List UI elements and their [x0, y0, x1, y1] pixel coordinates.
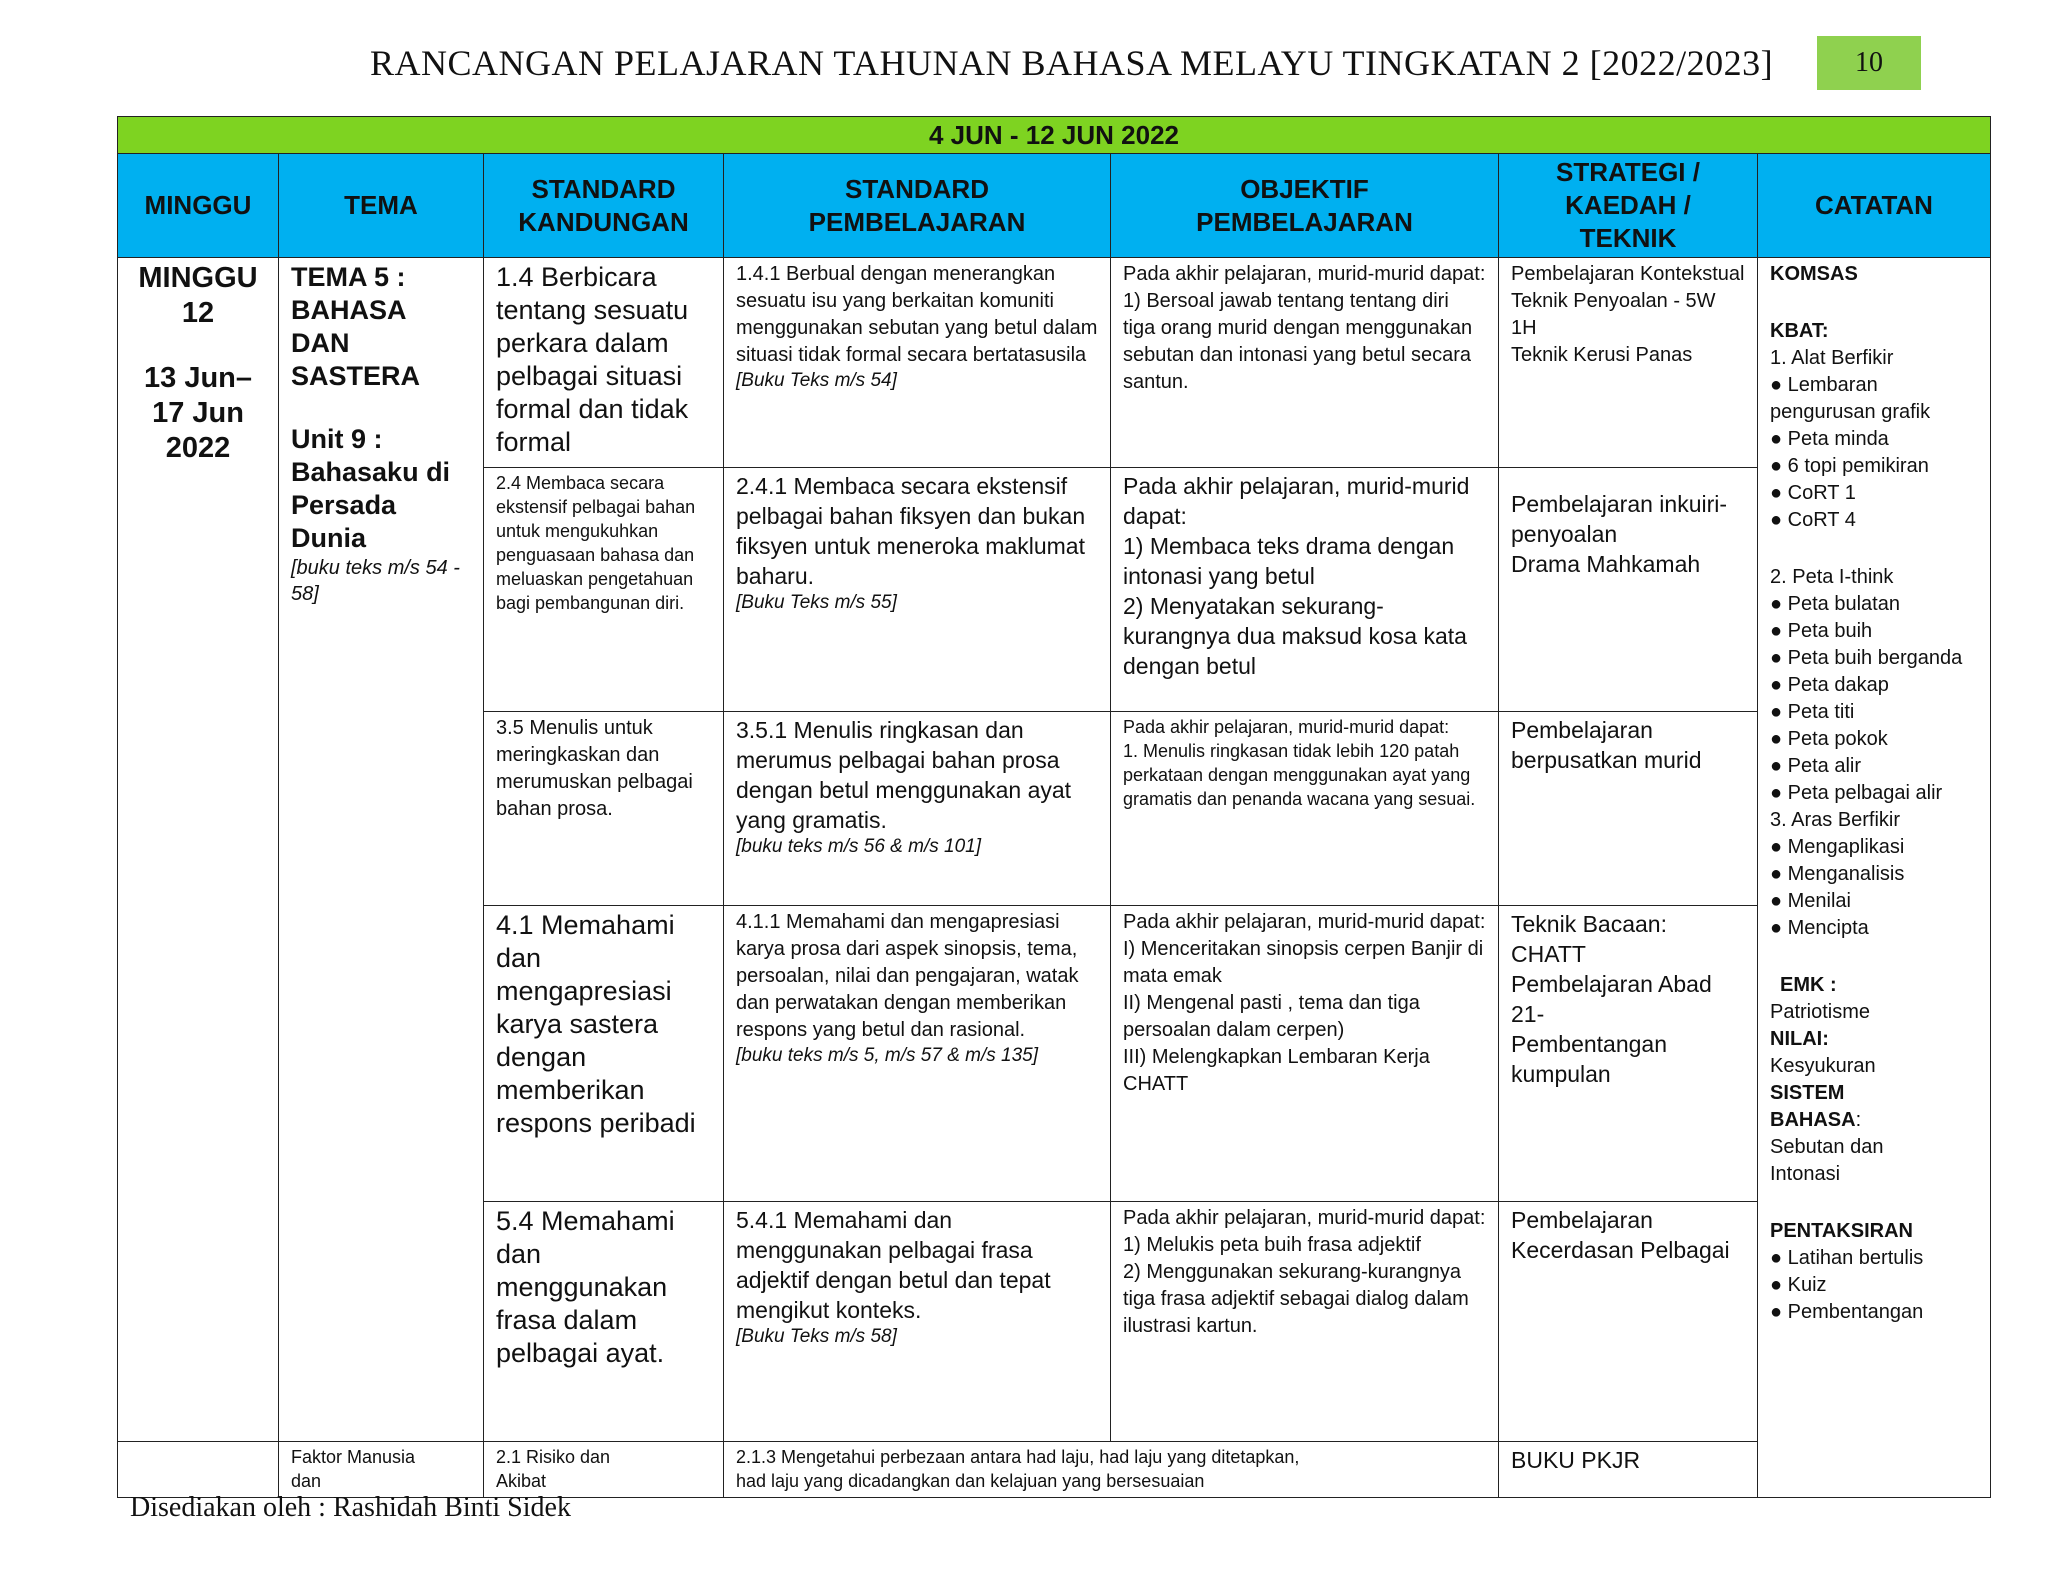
tema-line: BAHASA	[291, 295, 407, 325]
lesson-plan-table	[117, 116, 1991, 1498]
op-line: Pada akhir pelajaran, murid-murid dapat:	[1123, 263, 1486, 285]
page-title: RANCANGAN PELAJARAN TAHUNAN BAHASA MELAYU TINGKATAN 2 [2022/2023]	[370, 43, 1774, 83]
minggu-cell	[118, 258, 279, 1442]
tema-line: TEMA 5 :	[291, 262, 406, 292]
objektif-cell	[1111, 906, 1499, 1202]
tema-line: SASTERA	[291, 361, 421, 391]
col-header-standard-kandungan	[484, 154, 724, 258]
catatan-sb-colon: :	[1855, 1109, 1862, 1131]
sg-line: Drama Mahkamah	[1511, 551, 1701, 577]
standard-kandungan-cell: 5.4 Memahami dan menggunakan frasa dalam pelbagai ayat.	[484, 1202, 724, 1442]
catatan-sb: Sebutan dan	[1770, 1136, 1884, 1158]
tema-cell	[279, 258, 484, 1442]
objektif-cell	[1111, 468, 1499, 712]
strategi-cell	[1499, 906, 1758, 1202]
sg-line: Teknik Kerusi Panas	[1511, 344, 1693, 366]
catatan-item: ● Latihan bertulis	[1770, 1247, 1924, 1269]
empty-minggu-cell	[118, 1442, 279, 1498]
catatan-item: ● Peta bulatan	[1770, 593, 1900, 615]
op-line: 1) Membaca teks drama dengan intonasi yang betul	[1123, 533, 1455, 589]
objektif-cell	[1111, 1202, 1499, 1442]
op-line: Pada akhir pelajaran, murid-murid dapat:	[1123, 911, 1486, 933]
col-header-tema: TEMA	[279, 154, 484, 258]
catatan-item: ● Peta minda	[1770, 428, 1889, 450]
catatan-sb-title-bold: BAHASA	[1770, 1109, 1856, 1131]
unit-line: Unit 9 :	[291, 424, 383, 454]
tema-ref: [buku teks m/s 54 - 58]	[291, 557, 460, 605]
header-line: STANDARD	[845, 173, 989, 204]
minggu-label: MINGGU	[138, 262, 258, 294]
catatan-kbat-2: 2. Peta I-think	[1770, 566, 1894, 588]
catatan-item: ● Peta alir	[1770, 755, 1862, 777]
sp-line: 2.1.3 Mengetahui perbezaan antara had laju, had laju yang ditetapkan,	[736, 1447, 1300, 1467]
header-row	[118, 154, 1991, 258]
objektif-cell	[1111, 258, 1499, 468]
catatan-kbat-3: 3. Aras Berfikir	[1770, 809, 1901, 831]
op-line: II) Mengenal pasti , tema dan tiga persoalan dalam cerpen)	[1123, 992, 1420, 1041]
catatan-item: ● Lembaran pengurusan grafik	[1770, 374, 1931, 423]
standard-pembelajaran-cell	[724, 1442, 1499, 1498]
catatan-emk: Patriotisme	[1770, 1001, 1871, 1023]
catatan-item: ● CoRT 4	[1770, 509, 1856, 531]
strategi-cell	[1499, 258, 1758, 468]
catatan-sb-title-line	[1770, 1107, 1978, 1134]
standard-kandungan-cell: 4.1 Memahami dan mengapresiasi karya sastera dengan memberikan respons peribadi	[484, 906, 724, 1202]
catatan-item: ● Mengaplikasi	[1770, 836, 1905, 858]
header-line: STANDARD	[531, 173, 676, 204]
col-header-minggu: MINGGU	[118, 154, 279, 258]
col-header-standard-pembelajaran	[724, 154, 1111, 258]
standard-pembelajaran-cell	[724, 712, 1111, 906]
catatan-item: ● Peta buih berganda	[1770, 647, 1963, 669]
unit-line: Bahasaku di	[291, 457, 451, 487]
catatan-item: ● Peta pokok	[1770, 728, 1888, 750]
header-line: PEMBELAJARAN	[1196, 206, 1413, 237]
standard-kandungan-cell: 3.5 Menulis untuk meringkaskan dan merumuskan pelbagai bahan prosa.	[484, 712, 724, 906]
sp-text: 1.4.1 Berbual dengan menerangkan sesuatu isu yang berkaitan komuniti menggunakan sebutan yang betul dalam situasi tidak formal secara bertatasusila	[736, 263, 1098, 366]
op-line: I) Menceritakan sinopsis cerpen Banjir di mata emak	[1123, 938, 1484, 987]
sg-line: Pembelajaran Kecerdasan Pelbagai	[1511, 1207, 1730, 1263]
standard-kandungan-cell: 2.4 Membaca secara ekstensif pelbagai bahan untuk mengukuhkan penguasaan bahasa dan meluaskan pengetahuan bagi pembangunan diri.	[484, 468, 724, 712]
unit-line: Dunia	[291, 523, 367, 553]
sg-line: Pembelajaran berpusatkan murid	[1511, 717, 1702, 773]
minggu-date: 17 Jun	[152, 397, 244, 429]
sp-text: 4.1.1 Memahami dan mengapresiasi karya prosa dari aspek sinopsis, tema, persoalan, nilai dan pengajaran, watak dan perwatakan dengan memberikan respons yang betul dan rasional.	[736, 911, 1079, 1041]
op-line: 2) Menggunakan sekurang-kurangnya tiga frasa adjektif sebagai dialog dalam ilustrasi kartun.	[1123, 1261, 1469, 1337]
standard-kandungan-cell: 1.4 Berbicara tentang sesuatu perkara dalam pelbagai situasi formal dan tidak formal	[484, 258, 724, 468]
catatan-item: ● Peta pelbagai alir	[1770, 782, 1943, 804]
sp-ref: [Buku Teks m/s 54]	[736, 370, 897, 391]
sg-line: Teknik Penyoalan - 5W 1H	[1511, 290, 1716, 339]
catatan-kbat-title: KBAT:	[1770, 320, 1829, 342]
tema-cell-partial	[279, 1442, 484, 1498]
catatan-komsas: KOMSAS	[1770, 263, 1858, 285]
op-line: Pada akhir pelajaran, murid-murid dapat:	[1123, 473, 1470, 529]
table-row	[118, 258, 1991, 468]
catatan-item: ● Peta buih	[1770, 620, 1873, 642]
minggu-date: 13 Jun–	[144, 362, 252, 394]
header-line: OBJEKTIF	[1240, 173, 1369, 204]
sp-text: 2.4.1 Membaca secara ekstensif pelbagai bahan fiksyen dan bukan fiksyen untuk meneroka maklumat baharu.	[736, 473, 1086, 589]
header-line: KAEDAH /	[1565, 190, 1691, 220]
sp-line: had laju yang dicadangkan dan kelajuan yang bersesuaian	[736, 1471, 1205, 1491]
sg-line: Pembentangan kumpulan	[1511, 1031, 1668, 1087]
standard-pembelajaran-cell	[724, 1202, 1111, 1442]
header-line: STRATEGI /	[1556, 157, 1700, 187]
sk-line: Akibat	[496, 1471, 547, 1491]
op-line: 1) Melukis peta buih frasa adjektif	[1123, 1234, 1421, 1256]
catatan-nilai-title: NILAI:	[1770, 1028, 1829, 1050]
sp-text: 5.4.1 Memahami dan menggunakan pelbagai frasa adjektif dengan betul dan tepat mengikut konteks.	[736, 1207, 1051, 1323]
catatan-emk-title: EMK :	[1780, 974, 1837, 996]
tema-line: DAN	[291, 328, 350, 358]
standard-pembelajaran-cell	[724, 468, 1111, 712]
sg-line: Pembelajaran inkuiri-penyoalan	[1511, 491, 1728, 547]
sg-line: Pembelajaran Kontekstual	[1511, 263, 1745, 285]
sp-ref: [buku teks m/s 5, m/s 57 & m/s 135]	[736, 1045, 1039, 1066]
table-row	[118, 1442, 1991, 1498]
sp-ref: [buku teks m/s 56 & m/s 101]	[736, 836, 981, 857]
col-header-objektif-pembelajaran	[1111, 154, 1499, 258]
objektif-cell	[1111, 712, 1499, 906]
sk-line: 2.1 Risiko dan	[496, 1447, 611, 1467]
strategi-cell	[1499, 1202, 1758, 1442]
catatan-item: ● Peta dakap	[1770, 674, 1889, 696]
tema-line: dan	[291, 1471, 322, 1491]
catatan-sb: Intonasi	[1770, 1163, 1841, 1185]
col-header-strategi	[1499, 154, 1758, 258]
sp-text: 3.5.1 Menulis ringkasan dan merumus pelbagai bahan prosa dengan betul menggunakan ayat yang gramatis.	[736, 717, 1072, 833]
date-banner: 4 JUN - 12 JUN 2022	[118, 117, 1991, 154]
op-line: 1) Bersoal jawab tentang tentang diri tiga orang murid dengan menggunakan sebutan dan intonasi yang betul secara santun.	[1123, 290, 1473, 393]
date-banner-row	[118, 117, 1991, 154]
catatan-nilai: Kesyukuran	[1770, 1055, 1876, 1077]
sg-line: Pembelajaran Abad 21-	[1511, 971, 1712, 1027]
col-header-catatan: CATATAN	[1758, 154, 1991, 258]
catatan-item: ● 6 topi pemikiran	[1770, 455, 1929, 477]
catatan-item: ● Peta titi	[1770, 701, 1855, 723]
strategi-cell	[1499, 712, 1758, 906]
tema-line: Faktor Manusia	[291, 1447, 416, 1467]
header-line: PEMBELAJARAN	[808, 206, 1026, 237]
catatan-cell	[1758, 258, 1991, 1498]
catatan-item: ● Mencipta	[1770, 917, 1869, 939]
header-line: TEKNIK	[1579, 223, 1677, 253]
catatan-kbat-1: 1. Alat Berfikir	[1770, 347, 1894, 369]
op-line: 1. Menulis ringkasan tidak lebih 120 patah perkataan dengan menggunakan ayat yang gramatis dan penanda wacana yang sesuai.	[1123, 741, 1476, 809]
unit-line: Persada	[291, 490, 397, 520]
sp-ref: [Buku Teks m/s 58]	[736, 1326, 897, 1347]
op-line: Pada akhir pelajaran, murid-murid dapat:	[1123, 717, 1450, 737]
op-line: Pada akhir pelajaran, murid-murid dapat:	[1123, 1207, 1486, 1229]
op-line: III) Melengkapkan Lembaran Kerja CHATT	[1123, 1046, 1430, 1095]
catatan-item: ● Pembentangan	[1770, 1301, 1924, 1323]
lesson-plan-table-wrapper	[117, 116, 1990, 1491]
catatan-item: ● Menilai	[1770, 890, 1851, 912]
sg-line: Teknik Bacaan: CHATT	[1511, 911, 1667, 967]
page-number-badge: 10	[1817, 36, 1921, 90]
catatan-item: ● Menganalisis	[1770, 863, 1905, 885]
catatan-pentaksiran-title: PENTAKSIRAN	[1770, 1220, 1913, 1242]
header-line: KANDUNGAN	[518, 206, 689, 237]
strategi-cell	[1499, 468, 1758, 712]
catatan-item: ● Kuiz	[1770, 1274, 1827, 1296]
strategi-cell: BUKU PKJR	[1499, 1442, 1758, 1498]
prepared-by-footer: Disediakan oleh : Rashidah Binti Sidek	[130, 1492, 571, 1523]
standard-kandungan-cell	[484, 1442, 724, 1498]
minggu-number: 12	[181, 297, 215, 329]
sp-ref: [Buku Teks m/s 55]	[736, 592, 897, 613]
standard-pembelajaran-cell	[724, 906, 1111, 1202]
catatan-sb-title: SISTEM	[1770, 1082, 1845, 1104]
minggu-date: 2022	[165, 432, 231, 464]
catatan-item: ● CoRT 1	[1770, 482, 1856, 504]
standard-pembelajaran-cell	[724, 258, 1111, 468]
op-line: 2) Menyatakan sekurang-kurangnya dua maksud kosa kata dengan betul	[1123, 593, 1467, 679]
